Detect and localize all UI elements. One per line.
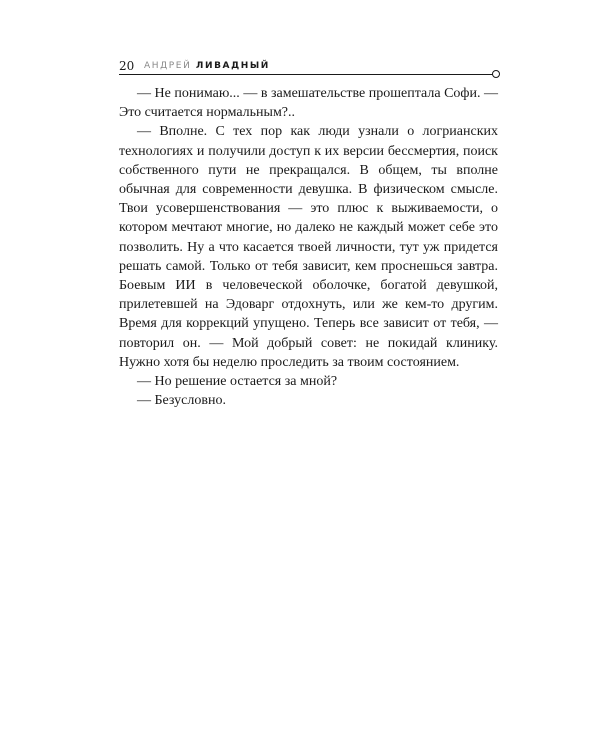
rule-end-circle-icon	[492, 70, 500, 78]
paragraph-4: — Безусловно.	[137, 393, 226, 409]
paragraph-2: — Вполне. С тех пор как люди узнали о логрианских технологиях и получили доступ к их версии бессмертия, поиск собственного пути не прекращался. В общем, ты вполне обычная для современности девушка. В физическом смысле. Твои усовершенствования — это плюс к выживаемости, о котором мечтают многие, но далеко не каждый может себе это позволить. Ну а что касается твоей личности, тут уж придется решать самой. Только от тебя зависит, кем проснешься завтра. Боевым ИИ в человеческой оболочке, богатой девушкой, прилетевшей на Эдоварг отдохнуть, или же кем-то другим. Время для коррекций упущено. Теперь все зависит от тебя, — повторил он. — Мой добрый совет: не покидай клинику. Нужно хотя бы неделю проследить за твоим состоянием.	[119, 124, 498, 370]
header-rule	[119, 74, 493, 75]
paragraph-1: — Не понимаю... — в замешательстве прошептала Софи. — Это считается нормальным?..	[119, 86, 498, 121]
running-header	[119, 59, 500, 77]
author-last-name: ЛИВАДНЫЙ	[195, 61, 270, 71]
paragraph-3: — Но решение остается за мной?	[137, 374, 338, 390]
page-number: 20	[119, 59, 135, 73]
page-text	[119, 84, 498, 410]
author-first-name: АНДРЕЙ	[144, 61, 192, 71]
author-name	[144, 60, 270, 72]
